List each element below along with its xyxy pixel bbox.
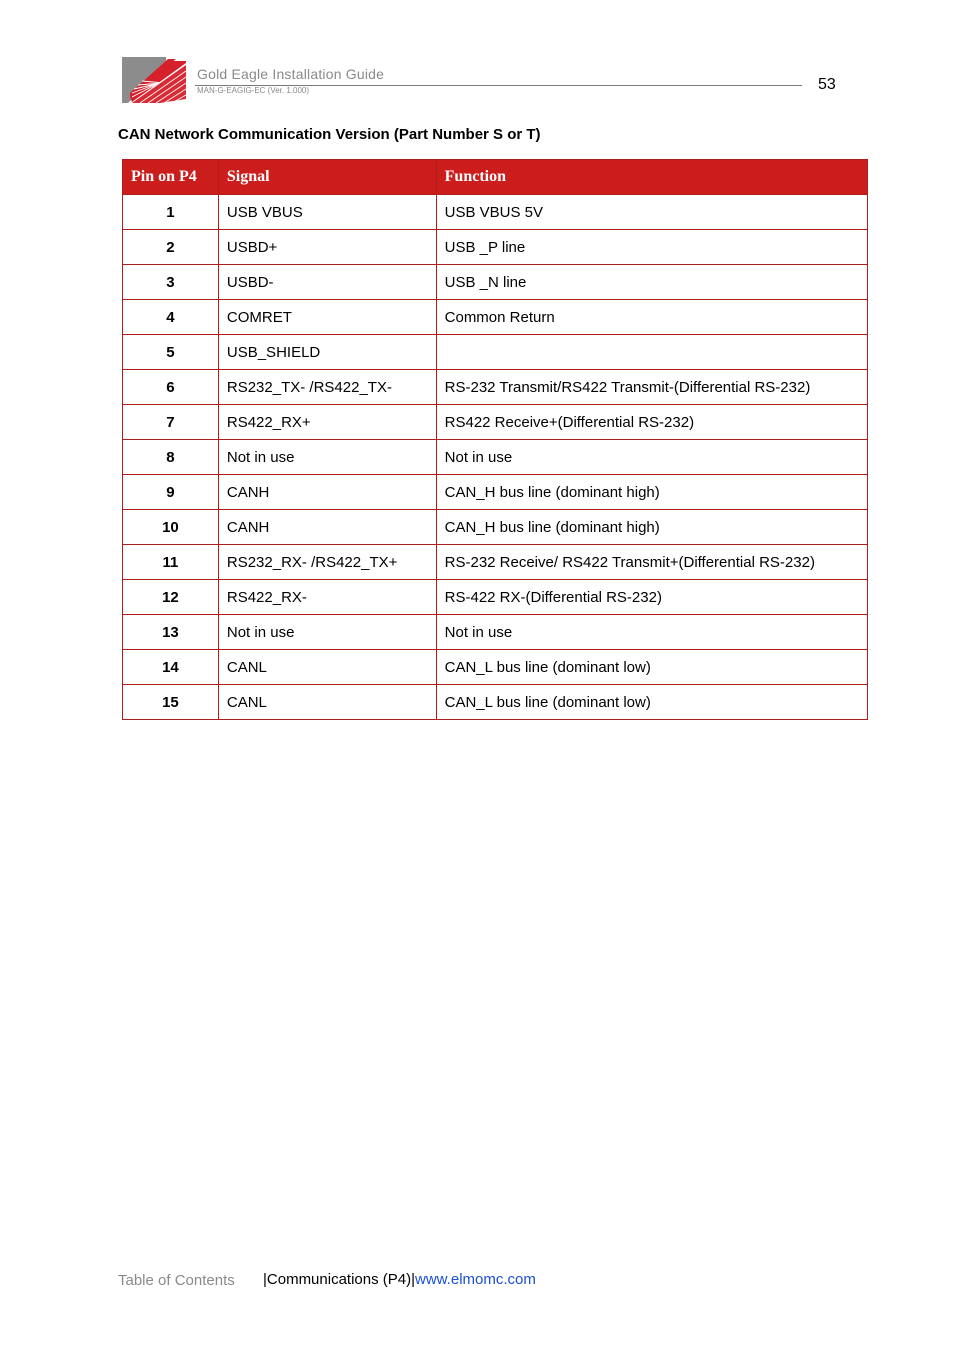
pin-cell: 13	[123, 615, 219, 650]
table-row	[123, 545, 868, 580]
pin-cell: 10	[123, 510, 219, 545]
function-cell: CAN_L bus line (dominant low)	[436, 685, 867, 720]
pin-cell: 1	[123, 195, 219, 230]
function-cell: USB VBUS 5V	[436, 195, 867, 230]
function-cell: Not in use	[436, 440, 867, 475]
signal-cell: COMRET	[218, 300, 436, 335]
pin-cell: 7	[123, 405, 219, 440]
function-cell: RS-232 Receive/ RS422 Transmit+(Differential RS-232)	[436, 545, 867, 580]
signal-cell: CANH	[218, 510, 436, 545]
signal-cell: USBD+	[218, 230, 436, 265]
pin-cell: 14	[123, 650, 219, 685]
function-cell: CAN_H bus line (dominant high)	[436, 475, 867, 510]
pin-cell: 6	[123, 370, 219, 405]
page-number: 53	[818, 76, 836, 93]
pin-cell: 9	[123, 475, 219, 510]
function-cell: CAN_H bus line (dominant high)	[436, 510, 867, 545]
pin-cell: 2	[123, 230, 219, 265]
table-of-contents-link[interactable]: Table of Contents	[118, 1272, 235, 1289]
table-row	[123, 580, 868, 615]
table-row	[123, 650, 868, 685]
section-heading: CAN Network Communication Version (Part Number S or T)	[118, 126, 541, 143]
table-row	[123, 335, 868, 370]
table-header-row	[123, 160, 868, 195]
function-cell: Not in use	[436, 615, 867, 650]
elmo-logo	[120, 55, 188, 105]
function-cell: RS-422 RX-(Differential RS-232)	[436, 580, 867, 615]
pin-cell: 15	[123, 685, 219, 720]
signal-cell: RS422_RX+	[218, 405, 436, 440]
table-row	[123, 230, 868, 265]
signal-cell: RS232_RX- /RS422_TX+	[218, 545, 436, 580]
table-row	[123, 405, 868, 440]
function-cell: Common Return	[436, 300, 867, 335]
pin-cell: 11	[123, 545, 219, 580]
header-function: Function	[436, 160, 867, 195]
function-cell: USB _N line	[436, 265, 867, 300]
pinout-table	[122, 159, 868, 720]
header-pin: Pin on P4	[123, 160, 219, 195]
document-code: MAN-G-EAGIG-EC (Ver. 1.000)	[197, 86, 310, 95]
table-row	[123, 615, 868, 650]
footer-section	[263, 1271, 536, 1288]
signal-cell: RS232_TX- /RS422_TX-	[218, 370, 436, 405]
footer-section-label: |Communications (P4)|	[263, 1271, 416, 1288]
signal-cell: RS422_RX-	[218, 580, 436, 615]
pin-cell: 12	[123, 580, 219, 615]
signal-cell: CANL	[218, 650, 436, 685]
table-row	[123, 300, 868, 335]
table-row	[123, 440, 868, 475]
pin-cell: 8	[123, 440, 219, 475]
pin-cell: 3	[123, 265, 219, 300]
header-signal: Signal	[218, 160, 436, 195]
function-cell: USB _P line	[436, 230, 867, 265]
function-cell	[436, 335, 867, 370]
document-title: Gold Eagle Installation Guide	[197, 66, 385, 82]
table-row	[123, 370, 868, 405]
website-link[interactable]: www.elmomc.com	[415, 1271, 536, 1288]
function-cell: CAN_L bus line (dominant low)	[436, 650, 867, 685]
signal-cell: USB VBUS	[218, 195, 436, 230]
table-row	[123, 265, 868, 300]
table-row	[123, 475, 868, 510]
signal-cell: USBD-	[218, 265, 436, 300]
pin-cell: 4	[123, 300, 219, 335]
signal-cell: CANH	[218, 475, 436, 510]
pin-cell: 5	[123, 335, 219, 370]
signal-cell: USB_SHIELD	[218, 335, 436, 370]
signal-cell: Not in use	[218, 440, 436, 475]
table-row	[123, 195, 868, 230]
signal-cell: CANL	[218, 685, 436, 720]
table-row	[123, 510, 868, 545]
function-cell: RS422 Receive+(Differential RS-232)	[436, 405, 867, 440]
function-cell: RS-232 Transmit/RS422 Transmit-(Differential RS-232)	[436, 370, 867, 405]
signal-cell: Not in use	[218, 615, 436, 650]
table-row	[123, 685, 868, 720]
